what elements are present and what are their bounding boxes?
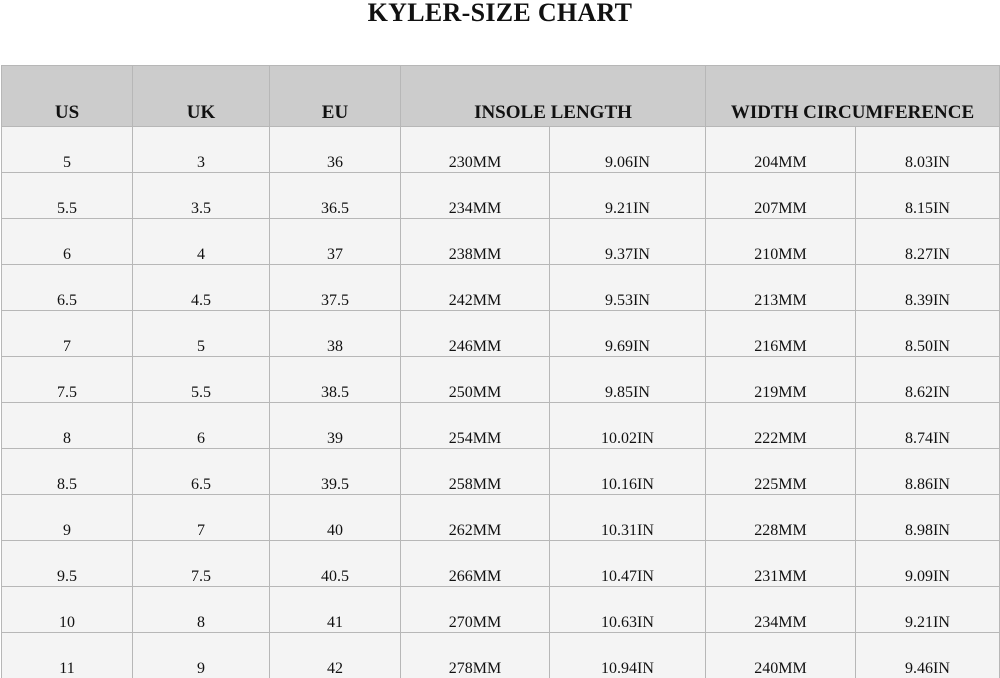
cell-us: 7 [2,311,133,357]
table-row [2,311,1000,357]
cell-us: 8.5 [2,449,133,495]
cell-uk: 9 [133,633,270,678]
cell-eu: 40 [270,495,401,541]
cell-eu: 39.5 [270,449,401,495]
cell-us: 5 [2,127,133,173]
size-chart-table [1,65,1000,678]
table-row [2,449,1000,495]
table-row [2,127,1000,173]
cell-width-mm: 240MM [706,633,856,678]
cell-insole-mm: 254MM [401,403,550,449]
cell-uk: 5.5 [133,357,270,403]
header-width-circumference: WIDTH CIRCUMFERENCE [706,66,1000,127]
cell-insole-mm: 262MM [401,495,550,541]
cell-width-mm: 222MM [706,403,856,449]
cell-width-mm: 228MM [706,495,856,541]
cell-eu: 42 [270,633,401,678]
cell-insole-in: 10.47IN [550,541,706,587]
cell-width-in: 8.15IN [856,173,1000,219]
cell-insole-in: 10.31IN [550,495,706,541]
cell-insole-mm: 242MM [401,265,550,311]
cell-us: 7.5 [2,357,133,403]
cell-width-mm: 204MM [706,127,856,173]
page-title: KYLER-SIZE CHART [0,0,1000,26]
cell-insole-mm: 230MM [401,127,550,173]
cell-eu: 38 [270,311,401,357]
cell-width-mm: 225MM [706,449,856,495]
header-uk: UK [133,66,270,127]
cell-width-in: 9.21IN [856,587,1000,633]
cell-width-in: 8.03IN [856,127,1000,173]
cell-insole-in: 10.63IN [550,587,706,633]
table-row [2,495,1000,541]
cell-insole-in: 9.21IN [550,173,706,219]
cell-width-mm: 207MM [706,173,856,219]
cell-uk: 8 [133,587,270,633]
cell-insole-in: 9.06IN [550,127,706,173]
cell-insole-mm: 250MM [401,357,550,403]
cell-us: 11 [2,633,133,678]
cell-us: 10 [2,587,133,633]
table-row [2,265,1000,311]
cell-eu: 36 [270,127,401,173]
cell-uk: 3 [133,127,270,173]
cell-uk: 6.5 [133,449,270,495]
cell-insole-mm: 258MM [401,449,550,495]
cell-insole-in: 10.94IN [550,633,706,678]
cell-insole-in: 9.37IN [550,219,706,265]
cell-insole-mm: 234MM [401,173,550,219]
cell-width-in: 8.74IN [856,403,1000,449]
cell-width-in: 8.86IN [856,449,1000,495]
cell-width-mm: 216MM [706,311,856,357]
cell-insole-in: 9.53IN [550,265,706,311]
cell-width-in: 8.27IN [856,219,1000,265]
cell-insole-in: 9.69IN [550,311,706,357]
cell-eu: 38.5 [270,357,401,403]
cell-us: 6 [2,219,133,265]
cell-uk: 7 [133,495,270,541]
cell-us: 8 [2,403,133,449]
cell-insole-mm: 238MM [401,219,550,265]
cell-eu: 41 [270,587,401,633]
header-eu: EU [270,66,401,127]
cell-uk: 4 [133,219,270,265]
cell-uk: 7.5 [133,541,270,587]
cell-insole-mm: 270MM [401,587,550,633]
header-us: US [2,66,133,127]
header-row [2,66,1000,127]
table-row [2,633,1000,678]
cell-width-in: 9.46IN [856,633,1000,678]
cell-eu: 39 [270,403,401,449]
cell-width-in: 8.62IN [856,357,1000,403]
cell-us: 9.5 [2,541,133,587]
cell-width-in: 8.98IN [856,495,1000,541]
cell-insole-in: 10.02IN [550,403,706,449]
cell-insole-in: 9.85IN [550,357,706,403]
table-row [2,219,1000,265]
header-insole-length: INSOLE LENGTH [401,66,706,127]
table-row [2,587,1000,633]
cell-uk: 6 [133,403,270,449]
table-row [2,403,1000,449]
cell-width-in: 8.50IN [856,311,1000,357]
cell-eu: 37.5 [270,265,401,311]
cell-uk: 3.5 [133,173,270,219]
cell-insole-in: 10.16IN [550,449,706,495]
cell-width-mm: 210MM [706,219,856,265]
cell-uk: 5 [133,311,270,357]
cell-us: 6.5 [2,265,133,311]
table-row [2,541,1000,587]
cell-eu: 36.5 [270,173,401,219]
cell-width-mm: 213MM [706,265,856,311]
table-row [2,357,1000,403]
cell-eu: 40.5 [270,541,401,587]
cell-width-mm: 234MM [706,587,856,633]
cell-width-mm: 231MM [706,541,856,587]
cell-insole-mm: 278MM [401,633,550,678]
cell-width-mm: 219MM [706,357,856,403]
cell-insole-mm: 246MM [401,311,550,357]
cell-width-in: 9.09IN [856,541,1000,587]
cell-eu: 37 [270,219,401,265]
table-body [2,127,1000,678]
table-row [2,173,1000,219]
cell-width-in: 8.39IN [856,265,1000,311]
cell-us: 5.5 [2,173,133,219]
cell-us: 9 [2,495,133,541]
cell-uk: 4.5 [133,265,270,311]
cell-insole-mm: 266MM [401,541,550,587]
